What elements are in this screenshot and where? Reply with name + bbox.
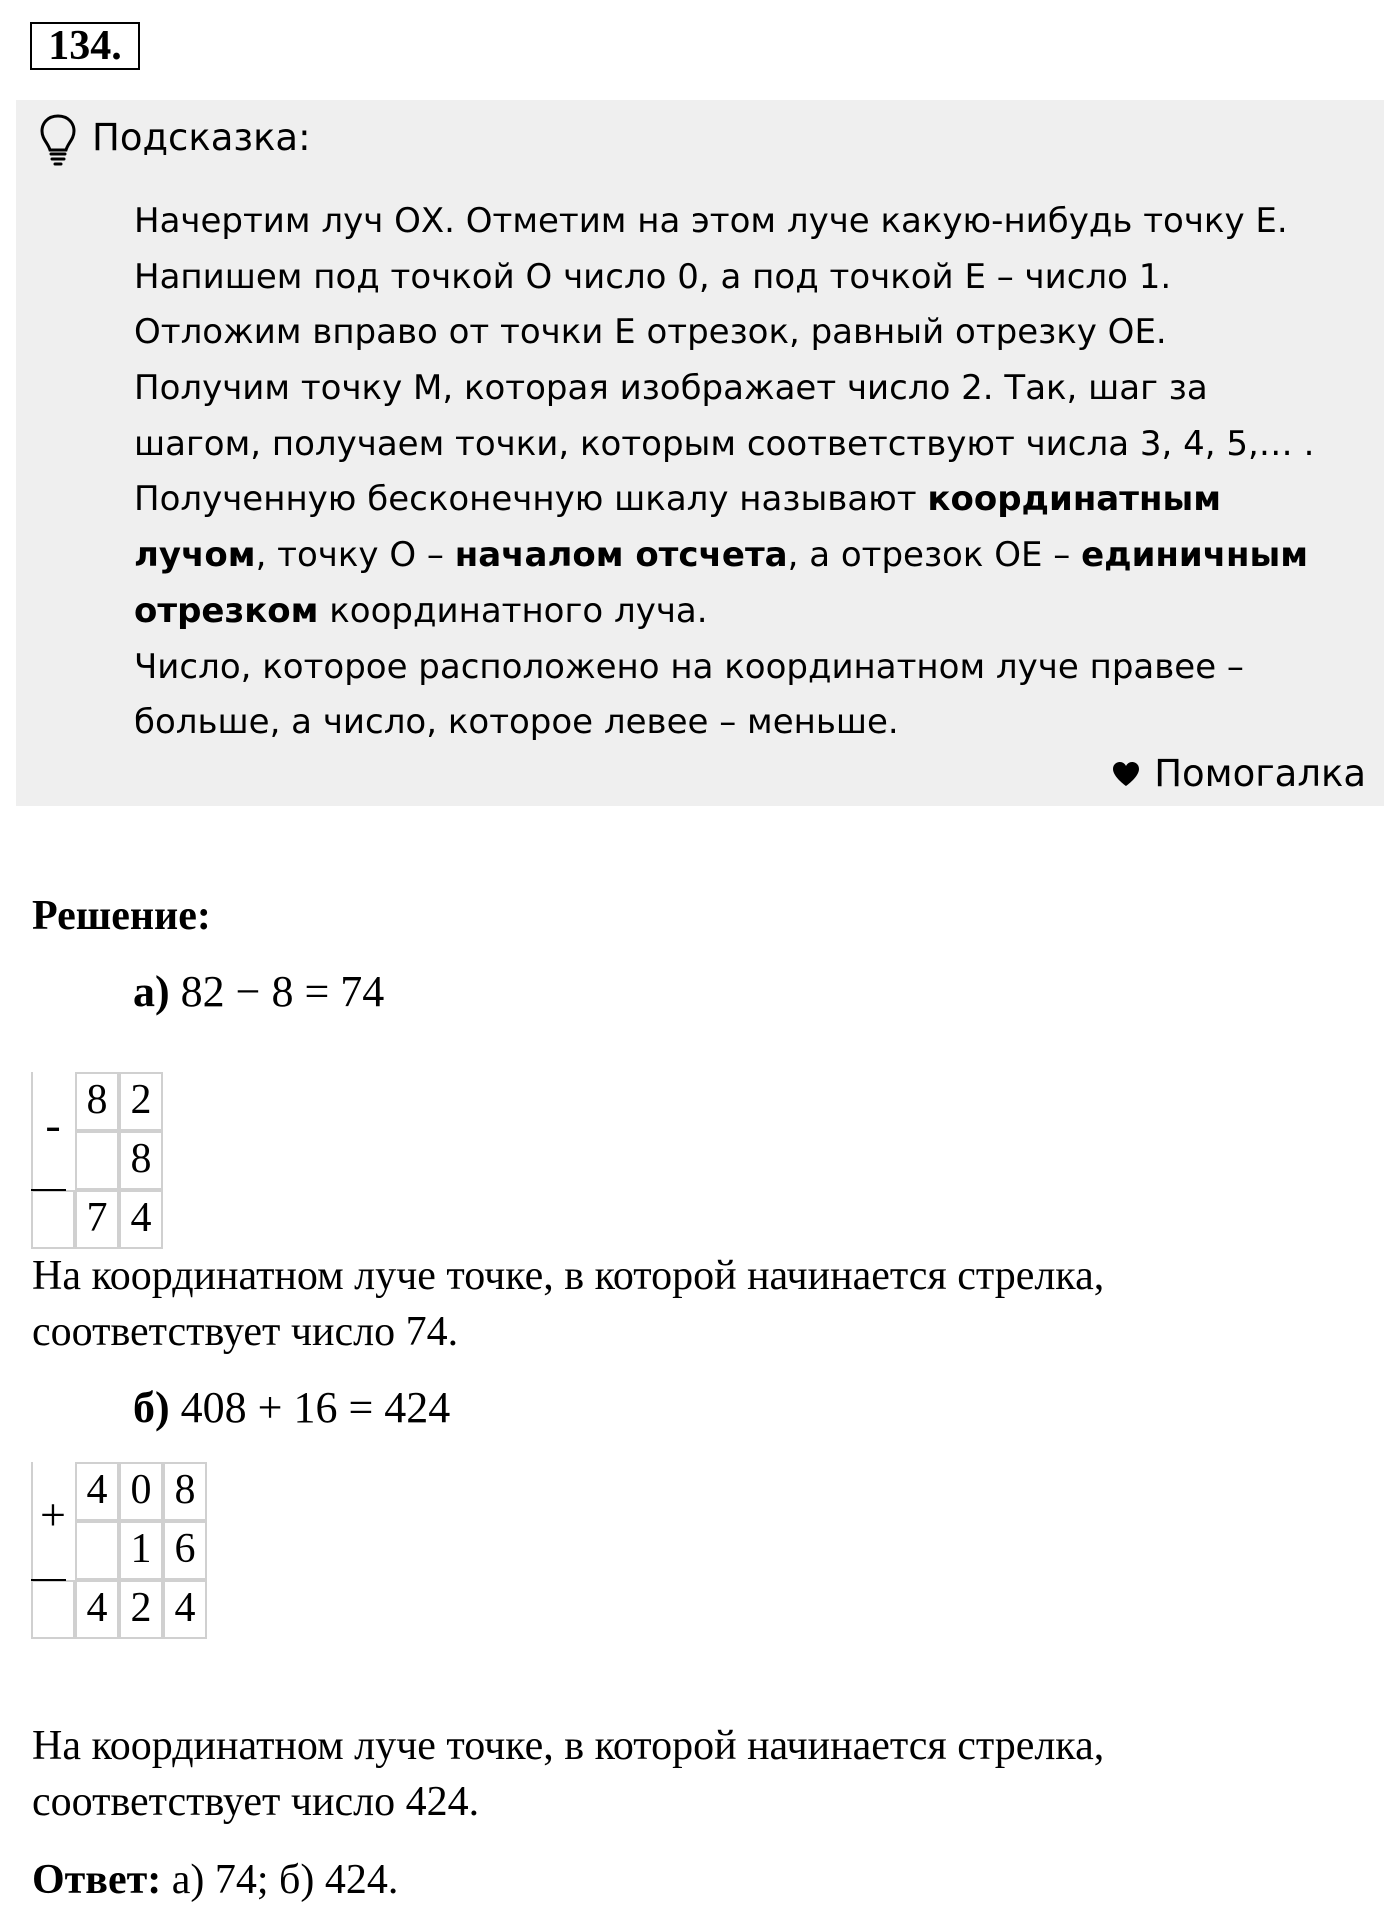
equation-b — [133, 1380, 450, 1436]
solution-title: Решение: — [32, 893, 211, 939]
column-digit-cell: 4 — [75, 1580, 119, 1639]
column-digit-cell: 2 — [119, 1580, 163, 1639]
column-result-line — [31, 1579, 66, 1581]
hint-text-segment: , точку О – — [255, 535, 455, 576]
hint-line — [134, 640, 1384, 696]
hint-text-segment: координатного луча. — [318, 590, 708, 631]
column-left-border — [31, 1462, 33, 1580]
column-digit-cell: 4 — [75, 1462, 119, 1521]
hint-text-segment: Отложим вправо от точки Е отрезок, равный отрезку ОЕ. — [134, 312, 1167, 353]
hint-text-segment: больше, а число, которое левее – меньше. — [134, 702, 899, 743]
hint-term: лучом — [134, 535, 256, 576]
hint-box — [16, 100, 1384, 806]
hint-line — [134, 417, 1384, 473]
answer — [32, 1852, 398, 1908]
hint-text-segment: Число, которое расположено на координатном луче правее – — [134, 646, 1244, 687]
hint-term: единичным — [1081, 535, 1309, 576]
answer-text: а) 74; б) 424. — [161, 1857, 399, 1903]
credit-label: Помогалка — [1154, 752, 1366, 795]
column-digit-cell: 8 — [119, 1131, 163, 1190]
column-sign-cell — [31, 1580, 75, 1639]
column-left-border — [31, 1072, 33, 1190]
hint-text-segment: , а отрезок ОЕ – — [787, 535, 1082, 576]
hint-line — [134, 250, 1384, 306]
column-digit-cell: 1 — [119, 1521, 163, 1580]
column-digit-cell: 6 — [163, 1521, 207, 1580]
column-digit-cell: 2 — [119, 1072, 163, 1131]
column-digit-cell: 0 — [119, 1462, 163, 1521]
hint-text-segment: Напишем под точкой О число 0, а под точкой Е – число 1. — [134, 256, 1172, 297]
equation-b-expression: 408 + 16 = 424 — [180, 1383, 451, 1432]
explanation-b-line1: На координатном луче точке, в которой начинается стрелка, — [32, 1723, 1105, 1769]
hint-line — [134, 361, 1384, 417]
answer-label: Ответ: — [32, 1857, 162, 1903]
column-digit-cell — [75, 1521, 119, 1580]
column-result-line — [31, 1189, 66, 1191]
hint-line — [134, 194, 1384, 250]
column-digit-cell: 8 — [75, 1072, 119, 1131]
column-digit-cell: 4 — [119, 1190, 163, 1249]
hint-line — [134, 584, 1384, 640]
lightbulb-icon — [38, 112, 78, 168]
hint-text-segment: Получим точку М, которая изображает число 2. Так, шаг за — [134, 368, 1208, 409]
equation-a — [133, 964, 384, 1020]
hint-line — [134, 695, 1384, 751]
explanation-a-line1: На координатном луче точке, в которой начинается стрелка, — [32, 1253, 1105, 1299]
hint-term: координатным — [927, 479, 1221, 520]
column-digit-cell: 7 — [75, 1190, 119, 1249]
hint-term: отрезком — [134, 590, 319, 631]
equation-a-label: а) — [133, 967, 170, 1016]
hint-text-segment: Полученную бесконечную шкалу называют — [134, 479, 928, 520]
task-number: 134. — [30, 22, 140, 70]
explanation-a-line2: соответствует число 74. — [32, 1309, 459, 1355]
hint-term: началом отсчета — [454, 535, 788, 576]
hint-title: Подсказка: — [92, 116, 311, 159]
equation-a-expression: 82 − 8 = 74 — [180, 967, 385, 1016]
hint-text-segment: Начертим луч ОХ. Отметим на этом луче какую-нибудь точку Е. — [134, 201, 1288, 241]
hint-line — [134, 528, 1384, 584]
credit — [1112, 746, 1366, 802]
column-sign: - — [45, 1098, 61, 1150]
hint-line — [134, 472, 1384, 528]
hint-text — [134, 194, 1384, 751]
column-digit-cell: 4 — [163, 1580, 207, 1639]
column-sign-cell — [31, 1190, 75, 1249]
column-sign: + — [40, 1488, 66, 1540]
hint-text-segment: шагом, получаем точки, которым соответствуют числа 3, 4, 5,… . — [134, 423, 1315, 464]
column-digit-cell — [75, 1131, 119, 1190]
column-digit-cell: 8 — [163, 1462, 207, 1521]
equation-b-label: б) — [133, 1383, 170, 1432]
hint-line — [134, 305, 1384, 361]
heart-icon — [1112, 761, 1140, 787]
explanation-b-line2: соответствует число 424. — [32, 1779, 480, 1825]
